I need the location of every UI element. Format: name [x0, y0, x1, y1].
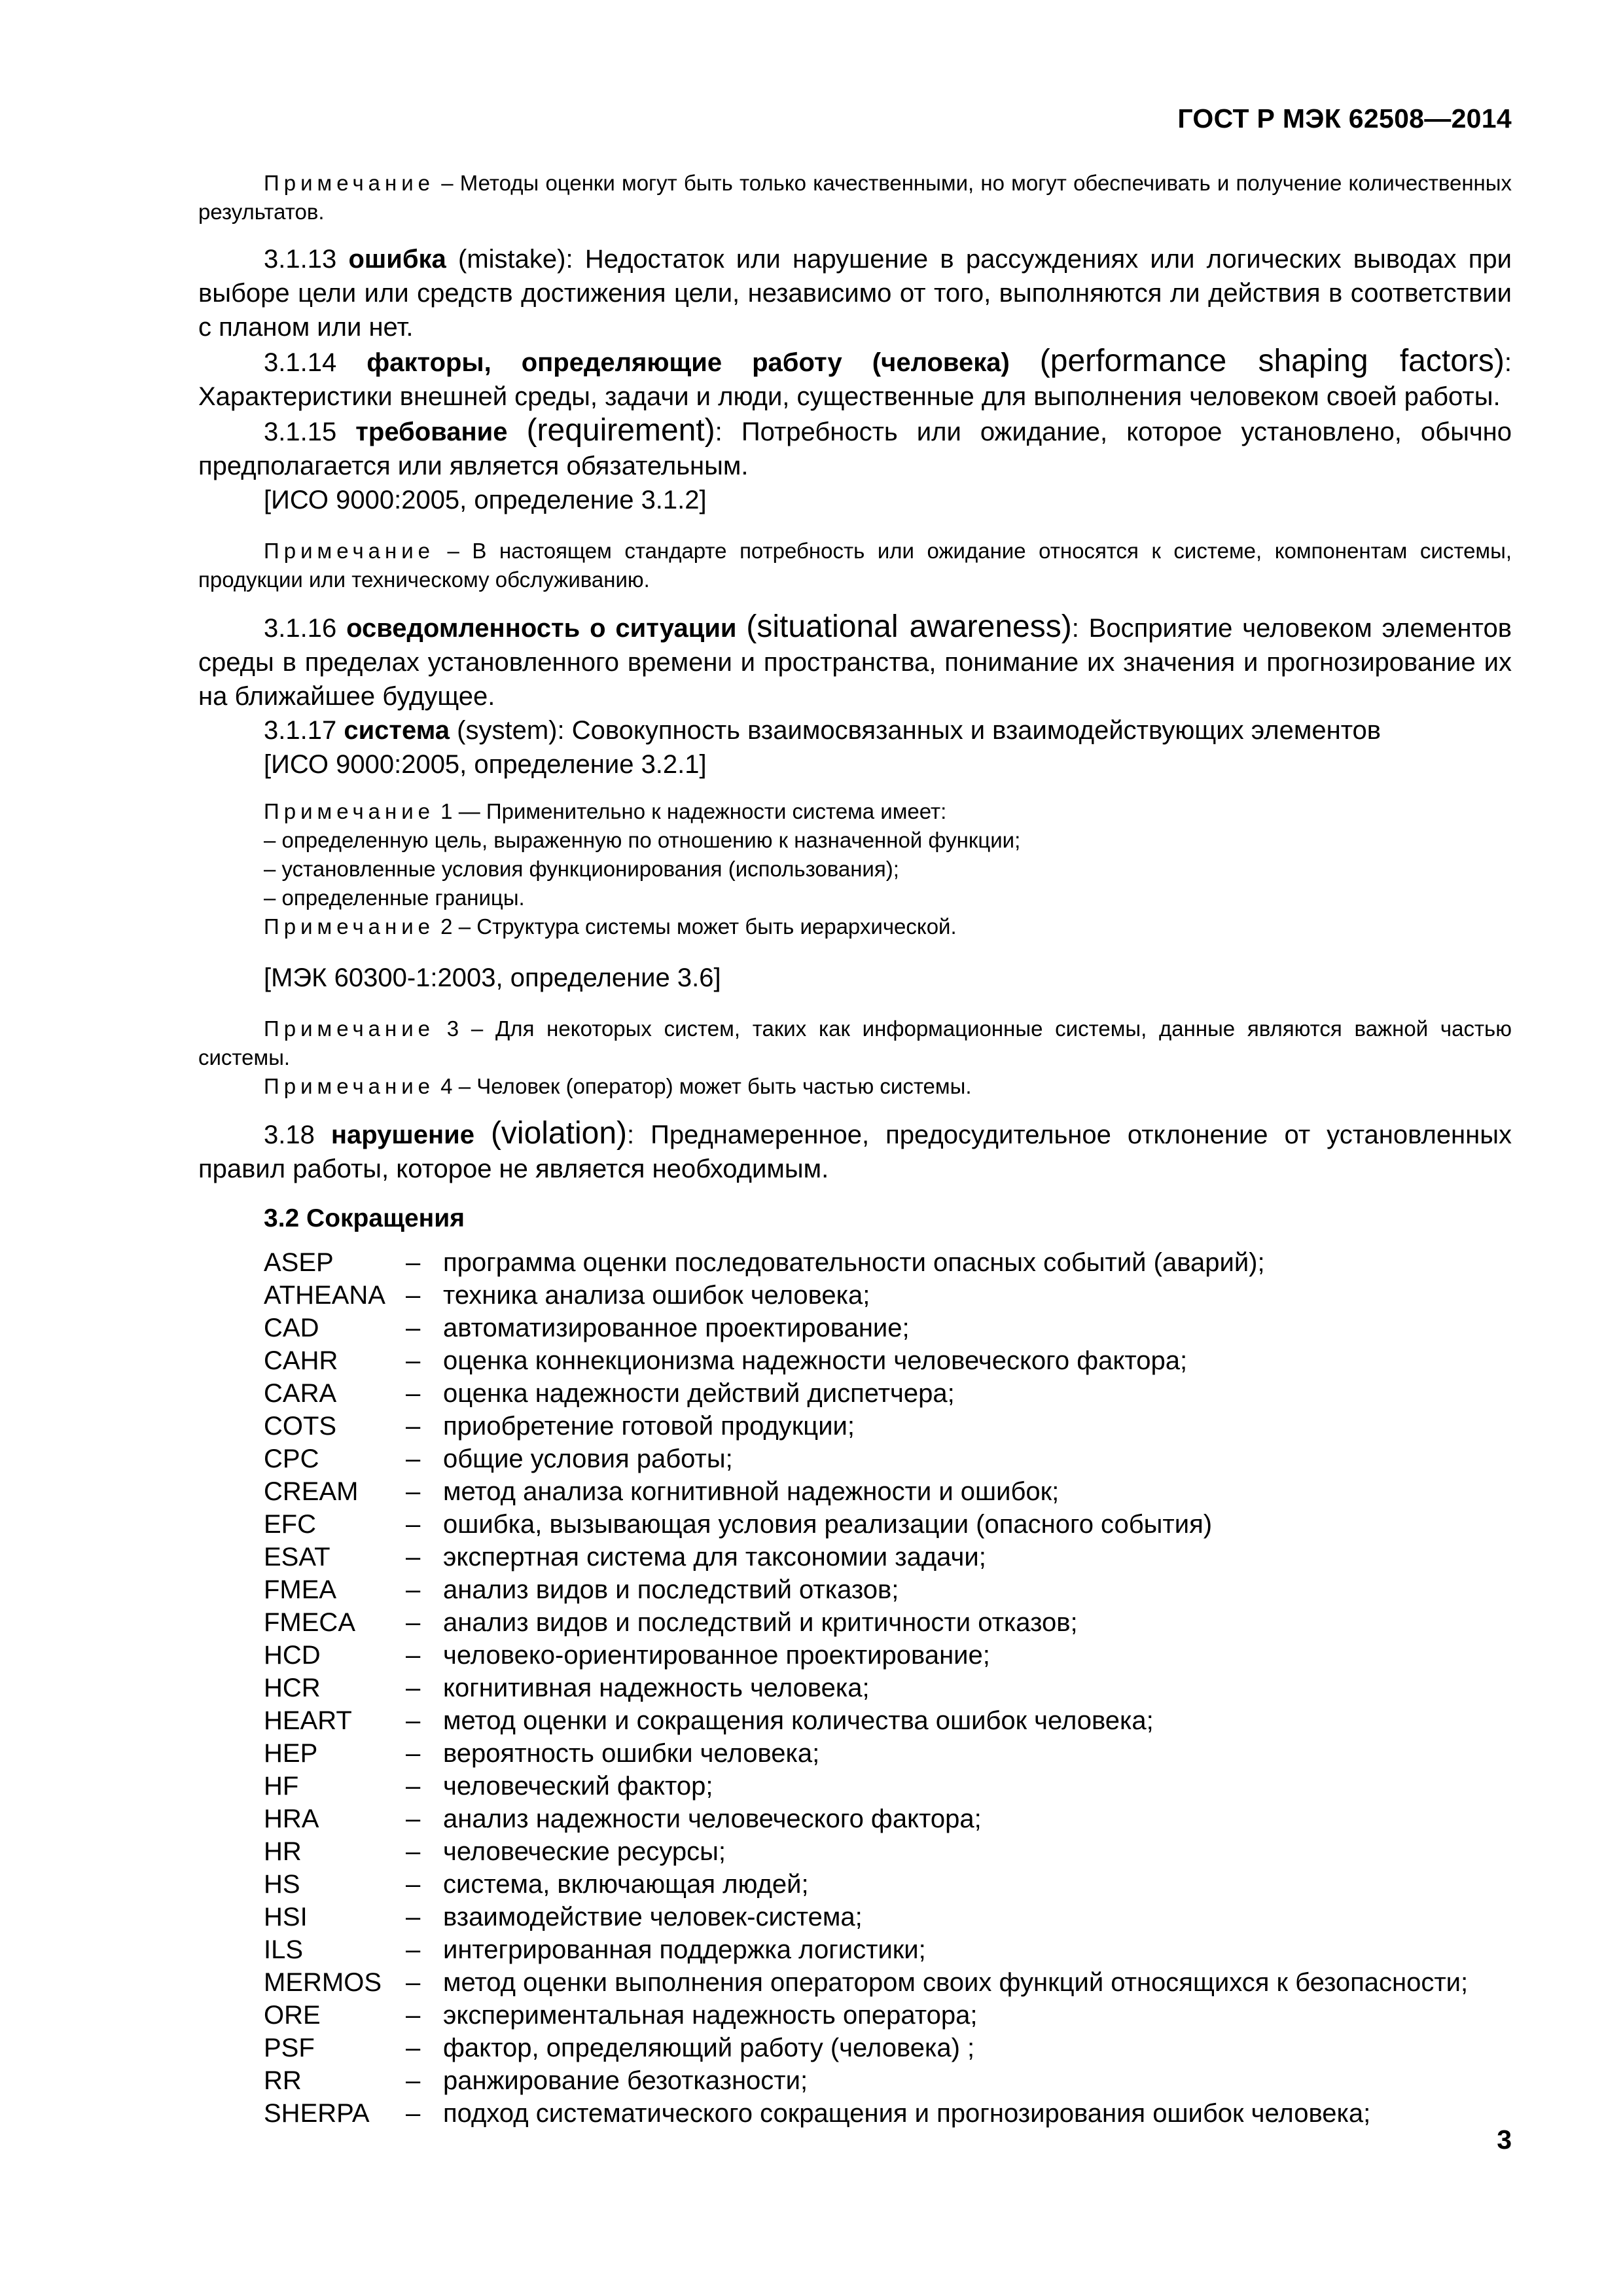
abbreviation-code: MERMOS: [264, 1968, 382, 1997]
abbreviation-code: CAD: [264, 1314, 319, 1342]
abbreviation-code: HRA: [264, 1804, 319, 1833]
list-item: [264, 1672, 1512, 1704]
list-item: [264, 1835, 1512, 1868]
list-item: [264, 1966, 1512, 1999]
abbreviation-code: CARA: [264, 1379, 337, 1408]
abbreviation-code: HF: [264, 1772, 299, 1801]
list-item: [264, 2032, 1512, 2064]
abbreviation-definition: человеко-ориентированное проектирование;: [443, 1641, 990, 1670]
note-text: – Методы оценки могут быть только качественными, но могут обеспечивать и получение количественных результатов.: [198, 171, 1512, 224]
list-item: [264, 1573, 1512, 1606]
abbreviation-definition: техника анализа ошибок человека;: [443, 1281, 870, 1310]
abbreviation-dash: –: [406, 2066, 421, 2095]
abbreviation-code: HEART: [264, 1706, 352, 1735]
abbreviation-dash: –: [406, 1739, 421, 1768]
document-body: [198, 169, 1512, 2130]
abbreviation-definition: фактор, определяющий работу (человека) ;: [443, 2034, 975, 2062]
abbreviation-code: FMEA: [264, 1575, 337, 1604]
definition-text: : Недостаток или нарушение в рассуждениях или логических выводах при выборе цели или средств достижения цели, независимо от того, выполняются ли действия в соответствии с планом или нет.: [198, 245, 1512, 342]
abbreviation-dash: –: [406, 1608, 421, 1637]
abbreviation-code: ASEP: [264, 1248, 334, 1277]
abbreviation-code: HCR: [264, 1674, 321, 1702]
abbreviation-definition: когнитивная надежность человека;: [443, 1674, 870, 1702]
page-number: 3: [1497, 2125, 1512, 2155]
abbreviation-definition: ошибка, вызывающая условия реализации (опасного события): [443, 1510, 1213, 1539]
list-item: [264, 2064, 1512, 2097]
abbreviation-dash: –: [406, 1281, 421, 1310]
note-label: Примечание: [264, 1016, 435, 1041]
abbreviation-code: FMECA: [264, 1608, 355, 1637]
note-label: Примечание: [264, 539, 435, 563]
definition-term: осведомленность о ситуации: [346, 614, 737, 643]
list-item: [264, 1508, 1512, 1541]
abbreviation-dash: –: [406, 1412, 421, 1441]
abbreviation-code: CREAM: [264, 1477, 359, 1506]
definition-3-1-14: [198, 344, 1512, 414]
list-item: [264, 1639, 1512, 1672]
abbreviation-definition: приобретение готовой продукции;: [443, 1412, 855, 1441]
abbreviation-definition: система, включающая людей;: [443, 1870, 809, 1899]
standard-reference: [МЭК 60300-1:2003, определение 3.6]: [264, 963, 721, 992]
list-item: [264, 1344, 1512, 1377]
list-item: [264, 1279, 1512, 1312]
section-heading: 3.2 Сокращения: [264, 1204, 465, 1232]
abbreviation-definition: взаимодействие человек-система;: [443, 1903, 863, 1931]
note-text: 1 — Применительно к надежности система имеет:: [435, 799, 947, 823]
abbreviation-code: ESAT: [264, 1543, 330, 1571]
abbreviation-dash: –: [406, 1870, 421, 1899]
abbreviation-code: HS: [264, 1870, 300, 1899]
abbreviation-code: RR: [264, 2066, 302, 2095]
list-item: [264, 2097, 1512, 2130]
abbreviation-dash: –: [406, 1706, 421, 1735]
definition-number: 3.1.13: [264, 245, 337, 274]
abbreviation-definition: метод оценки и сокращения количества ошибок человека;: [443, 1706, 1154, 1735]
list-item: [264, 1737, 1512, 1770]
note-text: 2 – Структура системы может быть иерархической.: [435, 914, 957, 939]
definition-number: 3.1.14: [264, 348, 337, 377]
definition-number: 3.1.15: [264, 418, 337, 446]
abbreviation-code: HCD: [264, 1641, 321, 1670]
abbreviation-dash: –: [406, 1346, 421, 1375]
list-item: [264, 1606, 1512, 1639]
abbreviation-dash: –: [406, 1314, 421, 1342]
abbreviation-code: ATHEANA: [264, 1281, 385, 1310]
abbreviation-dash: –: [406, 2034, 421, 2062]
definition-reference: [ИСО 9000:2005, определение 3.1.2]: [264, 486, 707, 514]
abbreviation-dash: –: [406, 1575, 421, 1604]
abbreviation-definition: экспериментальная надежность оператора;: [443, 2001, 978, 2030]
abbreviation-definition: интегрированная поддержка логистики;: [443, 1935, 926, 1964]
list-item: [264, 1933, 1512, 1966]
list-item: – определенную цель, выраженную по отношению к назначенной функции;: [264, 828, 1021, 852]
list-item: [264, 1868, 1512, 1901]
note-system-2: [198, 912, 1512, 941]
abbreviation-code: COTS: [264, 1412, 337, 1441]
abbreviation-definition: ранжирование безотказности;: [443, 2066, 808, 2095]
note-system-3: [198, 1014, 1512, 1072]
abbreviation-definition: общие условия работы;: [443, 1444, 733, 1473]
abbreviation-definition: оценка надежности действий диспетчера;: [443, 1379, 955, 1408]
definition-term: факторы, определяющие работу (человека): [366, 348, 1010, 377]
abbreviation-definition: анализ надежности человеческого фактора;: [443, 1804, 982, 1833]
abbreviation-dash: –: [406, 1510, 421, 1539]
list-item: – установленные условия функционирования (использования);: [264, 857, 899, 881]
definition-number: 3.18: [264, 1121, 315, 1149]
list-item: [264, 1246, 1512, 1279]
abbreviation-dash: –: [406, 1543, 421, 1571]
abbreviation-definition: метод оценки выполнения оператором своих функций относящихся к безопасности;: [443, 1968, 1469, 1997]
abbreviation-code: HEP: [264, 1739, 318, 1768]
list-item: [264, 1410, 1512, 1443]
list-item: [264, 1704, 1512, 1737]
abbreviation-definition: экспертная система для таксономии задачи;: [443, 1543, 986, 1571]
abbreviation-list: [264, 1246, 1512, 2130]
list-item: [264, 1312, 1512, 1344]
definition-number: 3.1.17: [264, 716, 337, 745]
definition-3-1-16: [198, 610, 1512, 713]
definition-3-1-15: [198, 414, 1512, 483]
note-system-1: [198, 797, 1512, 826]
abbreviation-dash: –: [406, 1379, 421, 1408]
abbreviation-code: PSF: [264, 2034, 315, 2062]
definition-term-en: (situational awareness): [746, 609, 1072, 644]
definition-3-1-17: [198, 713, 1512, 747]
abbreviation-code: EFC: [264, 1510, 316, 1539]
definition-term-en: (mistake): [458, 245, 566, 274]
definition-text: : Характеристики внешней среды, задачи и люди, существенные для выполнения человеком своей работы.: [198, 348, 1512, 411]
definition-term: система: [344, 716, 450, 745]
definition-term-en: (performance shaping factors): [1039, 344, 1505, 378]
abbreviation-dash: –: [406, 1968, 421, 1997]
abbreviation-definition: анализ видов и последствий отказов;: [443, 1575, 899, 1604]
abbreviation-dash: –: [406, 1772, 421, 1801]
document-header: ГОСТ Р МЭК 62508—2014: [1177, 103, 1512, 134]
note-system-4: [198, 1072, 1512, 1101]
definition-number: 3.1.16: [264, 614, 337, 643]
note-text: – В настоящем стандарте потребность или ожидание относятся к системе, компонентам системы, продукции или техническому обслуживанию.: [198, 539, 1512, 592]
abbreviation-dash: –: [406, 1935, 421, 1964]
list-item: [264, 1541, 1512, 1573]
abbreviation-code: ORE: [264, 2001, 321, 2030]
note-requirement: [198, 537, 1512, 594]
abbreviation-dash: –: [406, 2001, 421, 2030]
abbreviation-code: SHERPA: [264, 2099, 370, 2128]
definition-text: : Восприятие человеком элементов среды в пределах установленного времени и пространства, понимание их значения и прогнозирование их на ближайшее будущее.: [198, 614, 1512, 711]
abbreviation-dash: –: [406, 2099, 421, 2128]
abbreviation-dash: –: [406, 1444, 421, 1473]
abbreviation-code: HR: [264, 1837, 302, 1866]
abbreviation-code: CPC: [264, 1444, 319, 1473]
abbreviation-definition: программа оценки последовательности опасных событий (аварий);: [443, 1248, 1265, 1277]
list-item: [264, 1377, 1512, 1410]
note-text: 3 – Для некоторых систем, таких как информационные системы, данные являются важной частью системы.: [198, 1016, 1512, 1069]
definition-3-18: [198, 1117, 1512, 1186]
abbreviation-dash: –: [406, 1674, 421, 1702]
abbreviation-definition: вероятность ошибки человека;: [443, 1739, 820, 1768]
abbreviation-dash: –: [406, 1641, 421, 1670]
abbreviation-dash: –: [406, 1804, 421, 1833]
definition-term-en: (violation): [490, 1116, 628, 1151]
note-methods: [198, 169, 1512, 226]
abbreviation-definition: автоматизированное проектирование;: [443, 1314, 910, 1342]
definition-text: : Совокупность взаимосвязанных и взаимодействующих элементов: [557, 716, 1382, 745]
definition-text: : Преднамеренное, предосудительное отклонение от установленных правил работы, которое не является необходимым.: [198, 1121, 1512, 1183]
list-item: [264, 1803, 1512, 1835]
abbreviation-dash: –: [406, 1248, 421, 1277]
note-label: Примечание: [264, 1074, 435, 1098]
definition-term: ошибка: [348, 245, 446, 274]
list-item: [264, 1475, 1512, 1508]
definition-reference: [ИСО 9000:2005, определение 3.2.1]: [264, 750, 707, 779]
definition-term: нарушение: [330, 1121, 474, 1149]
note-label: Примечание: [264, 799, 435, 823]
list-item: [264, 1999, 1512, 2032]
abbreviation-code: HSI: [264, 1903, 308, 1931]
definition-term: требование: [355, 418, 508, 446]
abbreviation-definition: человеческие ресурсы;: [443, 1837, 726, 1866]
list-item: [264, 1443, 1512, 1475]
abbreviation-definition: метод анализа когнитивной надежности и ошибок;: [443, 1477, 1060, 1506]
definition-term-en: (system): [457, 716, 558, 745]
list-item: [264, 1770, 1512, 1803]
definition-3-1-13: [198, 242, 1512, 344]
abbreviation-dash: –: [406, 1903, 421, 1931]
abbreviation-definition: анализ видов и последствий и критичности отказов;: [443, 1608, 1078, 1637]
abbreviation-dash: –: [406, 1837, 421, 1866]
abbreviation-definition: подход систематического сокращения и прогнозирования ошибок человека;: [443, 2099, 1371, 2128]
abbreviation-code: ILS: [264, 1935, 304, 1964]
list-item: – определенные границы.: [264, 886, 525, 910]
abbreviation-code: CAHR: [264, 1346, 338, 1375]
definition-text: : Потребность или ожидание, которое установлено, обычно предполагается или является обязательным.: [198, 418, 1512, 480]
abbreviation-definition: человеческий фактор;: [443, 1772, 713, 1801]
note-label: Примечание: [264, 171, 435, 195]
abbreviation-definition: оценка коннекционизма надежности человеческого фактора;: [443, 1346, 1188, 1375]
note-label: Примечание: [264, 914, 435, 939]
note-text: 4 – Человек (оператор) может быть частью системы.: [435, 1074, 972, 1098]
list-item: [264, 1901, 1512, 1933]
abbreviation-dash: –: [406, 1477, 421, 1506]
definition-term-en: (requirement): [526, 413, 715, 448]
